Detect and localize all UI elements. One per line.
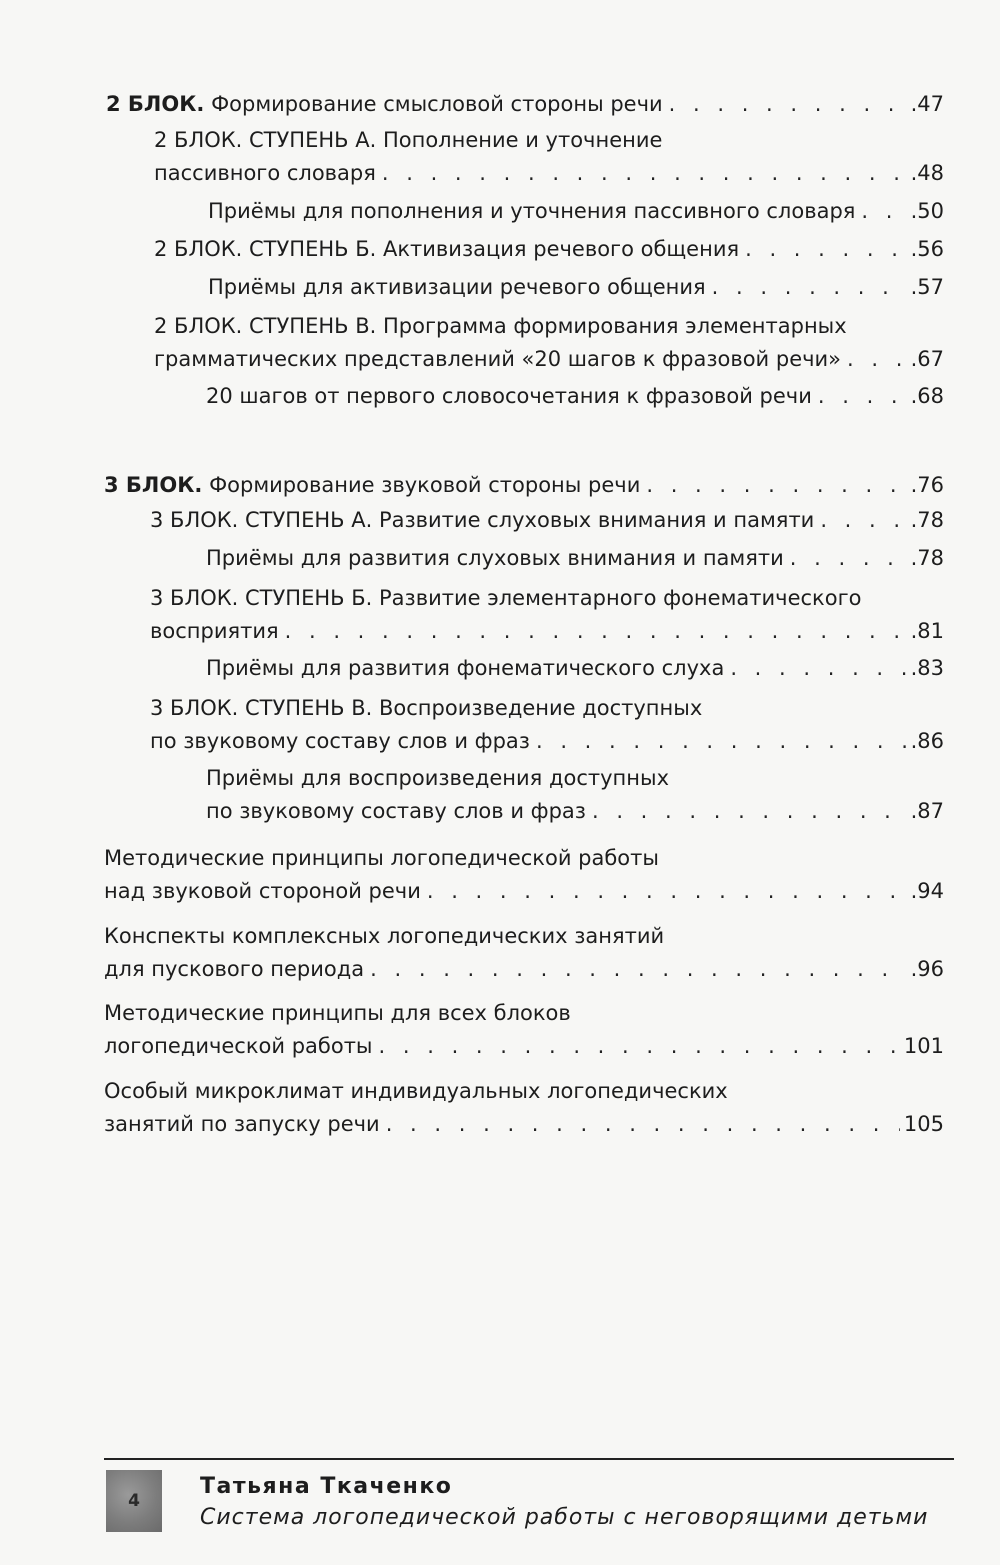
page-number: .96 [910,957,944,981]
leader-dots [669,88,907,121]
toc-entry [106,88,944,121]
page-number: .67 [910,347,944,371]
entry-title: над звуковой стороной речи [104,879,421,903]
leader-dots [379,1030,900,1063]
toc-entry [104,842,944,908]
leader-dots [386,1108,900,1141]
page-number-badge: 4 [106,1470,162,1532]
toc-entry [104,920,944,986]
page-number: .56 [910,237,944,261]
entry-title: 3 БЛОК. СТУПЕНЬ А. Развитие слуховых внимания и памяти [150,508,815,532]
entry-title-line1: 2 БЛОК. СТУПЕНЬ А. Пополнение и уточнение [154,128,663,152]
entry-title: для пускового периода [104,957,365,981]
entry-title: занятий по запуску речи [104,1112,380,1136]
toc-entry [154,124,944,190]
toc-entry [104,469,944,502]
entry-title: 20 шагов от первого словосочетания к фразовой речи [206,384,812,408]
entry-title-line1: 3 БЛОК. СТУПЕНЬ Б. Развитие элементарного фонематического [150,586,862,610]
leader-dots [536,725,907,758]
page-number: .68 [910,384,944,408]
toc-entry [150,582,944,648]
entry-title: Приёмы для активизации речевого общения [208,275,706,299]
block-number: 2 БЛОК. [106,92,205,116]
toc-entry [208,271,944,304]
entry-title-line1: 2 БЛОК. СТУПЕНЬ В. Программа формирования элементарных [154,314,847,338]
block-number: 3 БЛОК. [104,473,203,497]
leader-dots [818,380,907,413]
page-number: .86 [910,729,944,753]
leader-dots [790,542,907,575]
entry-title: восприятия [150,619,279,643]
page-number: .47 [910,92,944,116]
footer-divider [104,1458,954,1460]
leader-dots [861,195,906,228]
entry-title: 2 БЛОК. СТУПЕНЬ Б. Активизация речевого общения [154,237,740,261]
entry-title: логопедической работы [104,1034,373,1058]
toc-entry [150,692,944,758]
entry-title: по звуковому составу слов и фраз [150,729,530,753]
entry-title: Формирование звуковой стороны речи [209,473,641,497]
toc-entry [150,504,944,537]
entry-title: Приёмы для пополнения и уточнения пассивного словаря [208,199,856,223]
leader-dots [427,875,907,908]
toc-entry [206,380,944,413]
toc-entry [104,1075,944,1141]
leader-dots [730,652,906,685]
page-number: .48 [910,161,944,185]
leader-dots [847,343,907,376]
toc-entry [206,542,944,575]
entry-title: грамматических представлений «20 шагов к фразовой речи» [154,347,842,371]
leader-dots [382,157,907,190]
toc-entry [154,310,944,376]
leader-dots [745,233,906,266]
entry-title-line1: Приёмы для воспроизведения доступных [206,766,669,790]
entry-title-line1: 3 БЛОК. СТУПЕНЬ В. Воспроизведение доступных [150,696,703,720]
page-number: .50 [910,199,944,223]
page-number: .76 [910,473,944,497]
page-number: .57 [910,275,944,299]
entry-title-line1: Особый микроклимат индивидуальных логопедических [104,1079,728,1103]
leader-dots [820,504,906,537]
author-name: Татьяна Ткаченко [200,1474,453,1499]
leader-dots [712,271,907,304]
entry-title-line1: Методические принципы для всех блоков [104,1001,571,1025]
entry-title: по звуковому составу слов и фраз [206,799,586,823]
toc-entry [206,762,944,828]
page-number: .81 [910,619,944,643]
page-number: .78 [910,546,944,570]
toc-entry [104,997,944,1063]
entry-title-line1: Методические принципы логопедической работы [104,846,659,870]
toc-entry [206,652,944,685]
entry-title: Формирование смысловой стороны речи [211,92,663,116]
leader-dots [370,953,906,986]
page-number: .87 [910,799,944,823]
entry-title-line1: Конспекты комплексных логопедических занятий [104,924,665,948]
entry-title: Приёмы для развития слуховых внимания и памяти [206,546,784,570]
leader-dots [285,615,907,648]
page-number: .94 [910,879,944,903]
leader-dots [646,469,906,502]
page-number: .78 [910,508,944,532]
book-title: Система логопедической работы с неговорящими детьми [200,1505,929,1530]
toc-entry [154,233,944,266]
page-number: 105 [903,1112,944,1136]
page-number: .83 [910,656,944,680]
entry-title: пассивного словаря [154,161,376,185]
leader-dots [592,795,907,828]
toc-entry [208,195,944,228]
page-number: 101 [903,1034,944,1058]
entry-title: Приёмы для развития фонематического слуха [206,656,725,680]
